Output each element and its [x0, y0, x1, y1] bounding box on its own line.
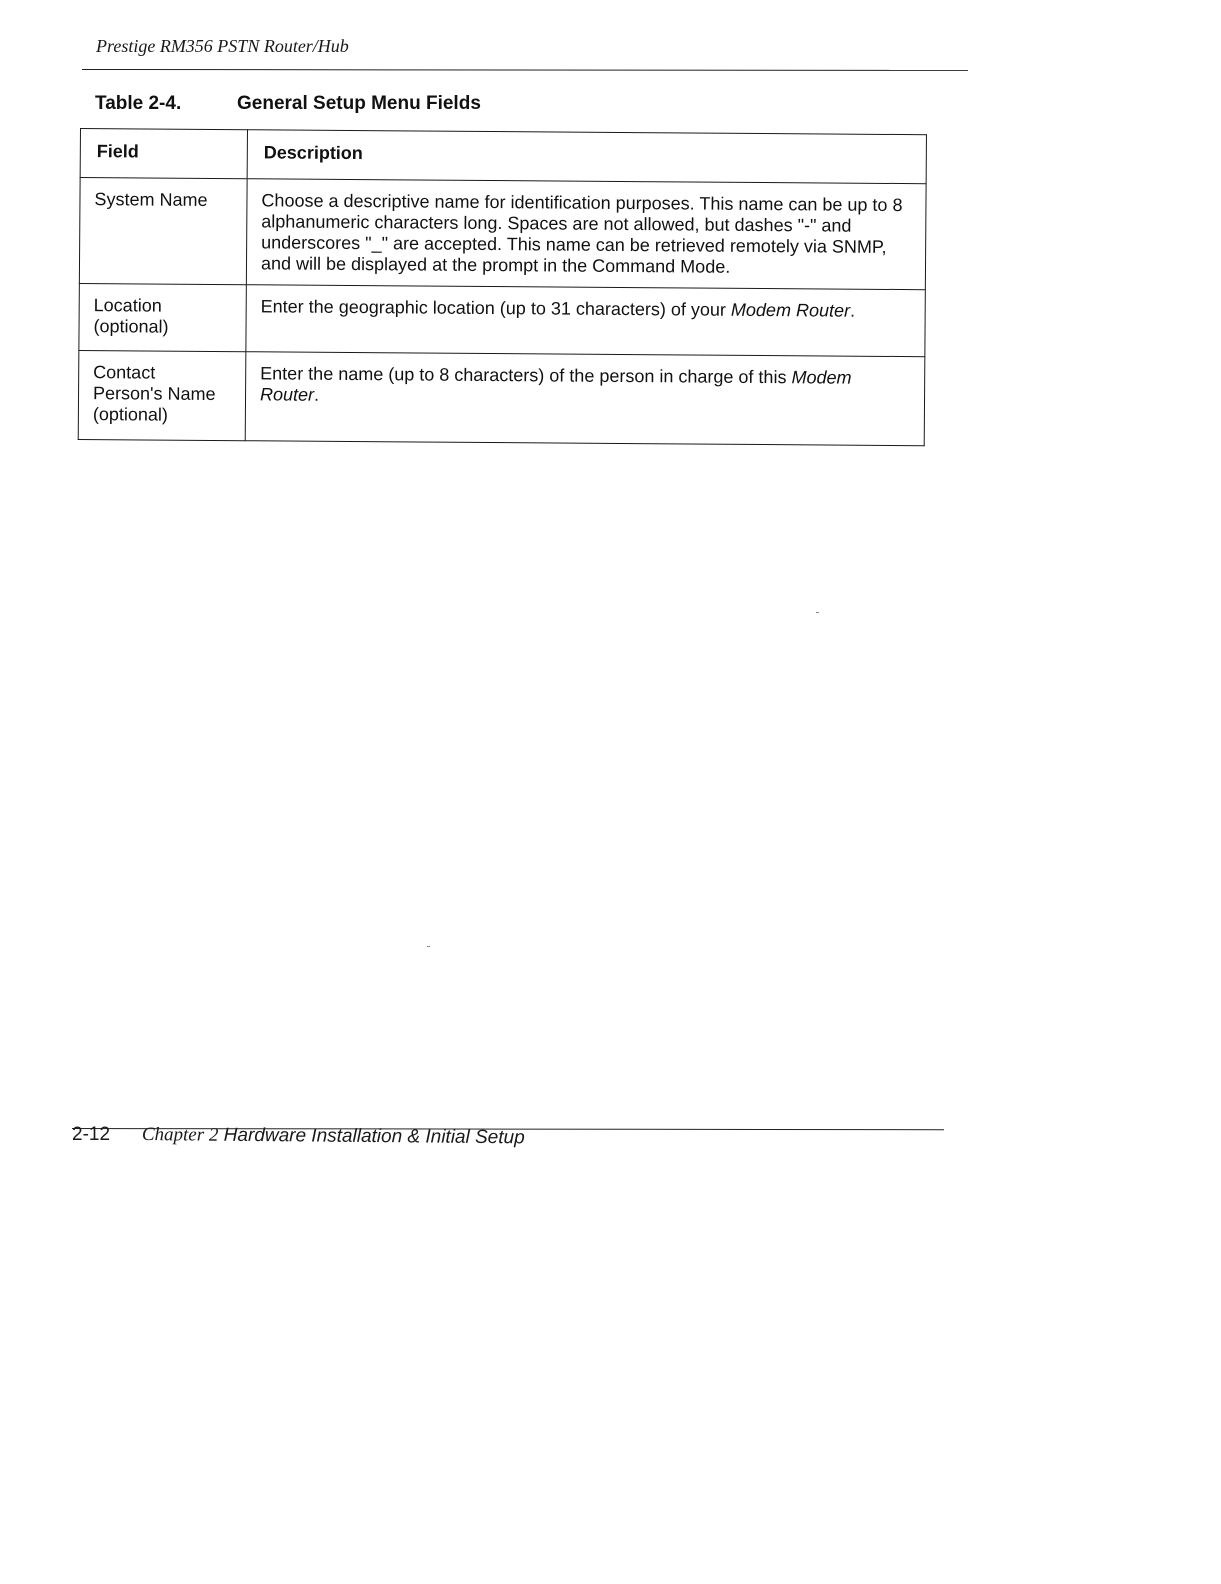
description-cell — [246, 285, 925, 357]
table-caption-number: Table 2-4. — [95, 93, 182, 114]
field-line: Contact — [93, 362, 156, 383]
field-column-header: Field — [80, 129, 247, 179]
footer-chapter-word: Chapter 2 — [141, 1124, 219, 1146]
table-header-row — [80, 129, 926, 184]
scan-speck — [816, 612, 819, 613]
table-row — [79, 178, 926, 290]
field-cell — [78, 350, 246, 440]
description-cell: Choose a descriptive name for identification purposes. This name can be up to 8 alphanumeric characters long. Spaces are not allowed, but dashes "-" and underscores "_" are accepted. This name can be retrieved remotely via SNMP, and will be displayed at the prompt in the Command Mode. — [246, 179, 926, 290]
running-header: Prestige RM356 PSTN Router/Hub — [96, 36, 349, 56]
footer-page-number: 2-12 — [72, 1124, 111, 1145]
field-line: (optional) — [93, 316, 169, 337]
table-row — [78, 350, 925, 445]
table-caption-title: General Setup Menu Fields — [237, 93, 481, 114]
header-rule — [82, 69, 968, 71]
field-line: Person's Name — [92, 383, 216, 405]
field-line: Location — [93, 295, 162, 316]
footer-chapter — [142, 1124, 525, 1149]
description-column-header: Description — [247, 130, 926, 184]
general-setup-fields-table — [78, 128, 927, 446]
field-cell: System Name — [79, 178, 247, 285]
description-text: Enter the name (up to 8 characters) of the person in charge of this — [260, 363, 792, 388]
field-cell — [79, 283, 246, 351]
description-emphasis: Modem Router — [259, 367, 852, 405]
description-text: Enter the geographic location (up to 31 characters) of your — [260, 296, 732, 320]
field-line: (optional) — [92, 404, 169, 425]
description-end: . — [314, 384, 320, 405]
scan-speck — [427, 946, 430, 947]
footer-chapter-title: Hardware Installation & Initial Setup — [223, 1124, 525, 1149]
table-row — [79, 283, 925, 356]
table-caption — [95, 93, 481, 115]
description-cell — [245, 352, 925, 446]
general-setup-table-wrapper — [78, 128, 926, 446]
description-emphasis: Modem Router — [730, 299, 851, 321]
description-end: . — [849, 300, 856, 321]
